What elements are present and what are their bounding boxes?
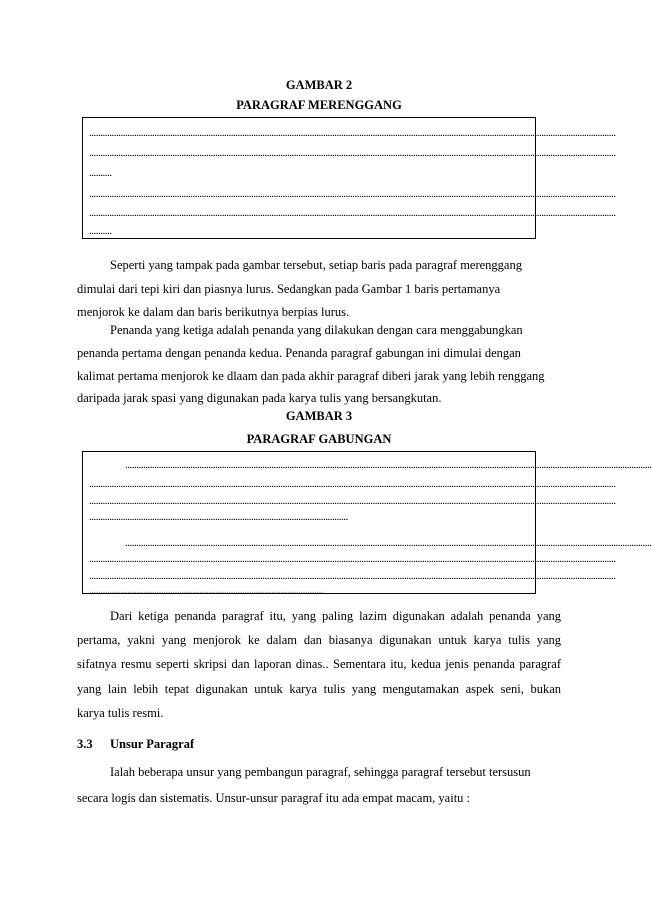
text-line: menjorok ke dalam dan baris berikutnya berpias lurus. — [77, 305, 350, 319]
section-heading — [77, 737, 194, 752]
text-line: sifatnya resmu seperti skripsi dan laporan dinas.. Sementara itu, kedua jenis penanda paragraf — [77, 657, 561, 671]
figure-3-title: GAMBAR 3 — [285, 409, 353, 423]
figure-2-subtitle: PARAGRAF MERENGGANG — [236, 98, 402, 112]
text-line: secara logis dan sistematis. Unsur-unsur paragraf itu ada empat macam, yaitu : — [77, 791, 471, 805]
text-line: Ialah beberapa unsur yang pembangun paragraf, sehingga paragraf tersebut tersusun — [110, 765, 531, 779]
text-line: Seperti yang tampak pada gambar tersebut, setiap baris pada paragraf merenggang — [110, 258, 522, 272]
dotted-line: .......................................................................................................................................................................................................................................... — [89, 147, 616, 159]
text-line: Dari ketiga penanda paragraf itu, yang paling lazim digunakan adalah penanda yang — [110, 609, 561, 623]
dotted-line: .......................................................................................................................................................................................................................................... — [125, 459, 652, 471]
figure-3-box — [82, 451, 652, 596]
dotted-line: .......................................................................................................................................................................................................................................... — [89, 188, 616, 200]
figure-3-subtitle: PARAGRAF GABUNGAN — [246, 432, 392, 446]
dotted-line: .......................................................................................................................................................................................................................................... — [89, 570, 616, 582]
dotted-line: .......................................................................................................................................................................................................................................... — [89, 127, 616, 139]
section-number: 3.3 — [77, 737, 93, 751]
text-line: pertama, yakni yang menjorok ke dalam dan biasanya digunakan untuk karya tulis yang — [77, 633, 561, 647]
dotted-line: ........................................................................................................ — [89, 584, 323, 596]
text-line: Penanda yang ketiga adalah penanda yang dilakukan dengan cara menggabungkan — [110, 323, 523, 337]
dotted-line: .......................................................................................................................................................................................................................................... — [125, 537, 652, 549]
text-line: dimulai dari tepi kiri dan piasnya lurus. Sedangkan pada Gambar 1 baris pertamanya — [77, 282, 501, 296]
dotted-line: .......................................................................................................................................................................................................................................... — [89, 495, 616, 507]
dotted-line: .......................................................................................................................................................................................................................................... — [89, 553, 616, 565]
dotted-line: .......................................................................................................................................................................................................................................... — [89, 207, 616, 219]
text-line: karya tulis resmi. — [77, 706, 164, 720]
dotted-line: .......... — [89, 167, 112, 179]
text-line: penanda pertama dengan penanda kedua. Penanda paragraf gabungan ini dimulai dengan — [77, 346, 521, 360]
figure-2-box — [82, 117, 616, 239]
text-line: daripada jarak spasi yang digunakan pada karya tulis yang bersangkutan. — [77, 391, 442, 405]
figure-2-title: GAMBAR 2 — [285, 78, 353, 92]
dotted-line: .......... — [89, 225, 112, 237]
text-line: yang lain lebih tepat digunakan untuk karya tulis yang mengutamakan aspek seni, bukan — [77, 682, 561, 696]
text-line: kalimat pertama menjorok ke dlaam dan pada akhir paragraf diberi jarak yang lebih renggang — [77, 369, 545, 383]
dotted-line: .......................................................................................................................................................................................................................................... — [89, 478, 616, 490]
section-title: Unsur Paragraf — [110, 737, 195, 751]
dotted-line: ................................................................................................................... — [89, 511, 348, 523]
